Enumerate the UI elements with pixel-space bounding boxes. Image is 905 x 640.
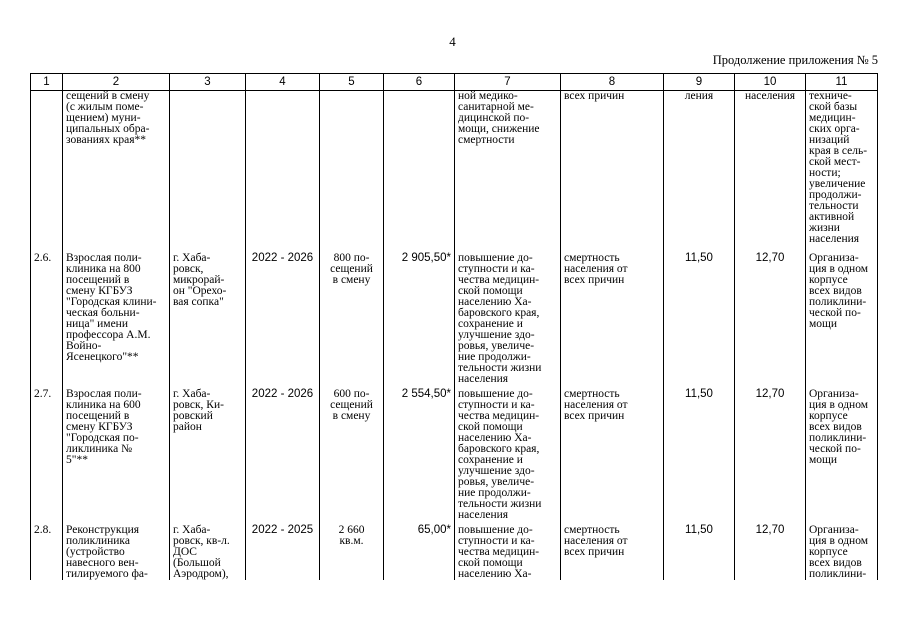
cell-v9: 11,50 [664,385,735,521]
cell-capacity [320,91,384,250]
cell-location: г. Хаба- ровск, Ки- ровский район [170,385,246,521]
cell-goal: ной медико- санитарной ме- дицинской по- мощи, снижение смертности [455,91,561,250]
table-row-continuation [31,91,878,250]
cell-goal: повышение до- ступности и ка- чества медицин- ской помощи населению Ха- [455,521,561,580]
cell-cost [384,91,455,250]
cell-location [170,91,246,250]
header-col-7: 7 [455,74,561,91]
cell-result: Организа- ция в одном корпусе всех видов поликлини- [806,521,878,580]
cell-v9: 11,50 [664,249,735,385]
cell-v10: 12,70 [735,249,806,385]
header-col-2: 2 [63,74,170,91]
header-col-8: 8 [561,74,664,91]
table-row [31,249,878,385]
cell-goal: повышение до- ступности и ка- чества медицин- ской помощи населению Ха- баровского края, сохранение и улучшение здо- ровья, увеличе- ние продолжи- тельности жизни населения [455,249,561,385]
header-col-4: 4 [246,74,320,91]
cell-cost: 2 905,50* [384,249,455,385]
table-row [31,521,878,580]
cell-v9: ления [664,91,735,250]
cell-location: г. Хаба- ровск, кв-л. ДОС (Большой Аэродром), [170,521,246,580]
cell-cost: 65,00* [384,521,455,580]
cell-period: 2022 - 2026 [246,385,320,521]
cell-name: сещений в смену (с жилым поме- щением) муни- ципальных обра- зованиях края** [63,91,170,250]
cell-period: 2022 - 2026 [246,249,320,385]
cell-num: 2.8. [31,521,63,580]
cell-name: Взрослая поли- клиника на 800 посещений в смену КГБУЗ "Городская клини- ческая больни- ница" имени профессора А.М. Войно- Ясенецкого"** [63,249,170,385]
cell-v10: 12,70 [735,385,806,521]
cell-num [31,91,63,250]
header-col-1: 1 [31,74,63,91]
header-row [31,74,878,91]
cell-v10: населения [735,91,806,250]
cell-name: Взрослая поли- клиника на 600 посещений в смену КГБУЗ "Городская по- ликлиника № 5"** [63,385,170,521]
cell-name: Реконструкция поликлиника (устройство навесного вен- тилируемого фа- [63,521,170,580]
cell-goal: повышение до- ступности и ка- чества медицин- ской помощи населению Ха- баровского края, сохранение и улучшение здо- ровья, увеличе- ние продолжи- тельности жизни населения [455,385,561,521]
header-col-5: 5 [320,74,384,91]
table-row [31,385,878,521]
cell-num: 2.7. [31,385,63,521]
header-col-10: 10 [735,74,806,91]
cell-v10: 12,70 [735,521,806,580]
cell-result: техниче- ской базы медицин- ских орга- низаций края в сель- ской мест- ности; увеличение продолжи- тельности активной жизни населения [806,91,878,250]
cell-indicator: смертность населения от всех причин [561,385,664,521]
cell-capacity: 800 по- сещений в смену [320,249,384,385]
cell-period [246,91,320,250]
data-table [30,73,878,580]
header-col-6: 6 [384,74,455,91]
cell-cost: 2 554,50* [384,385,455,521]
header-col-11: 11 [806,74,878,91]
header-col-3: 3 [170,74,246,91]
cell-indicator: смертность населения от всех причин [561,249,664,385]
cell-location: г. Хаба- ровск, микрорай- он "Орехо- вая сопка" [170,249,246,385]
cell-indicator: смертность населения от всех причин [561,521,664,580]
cell-result: Организа- ция в одном корпусе всех видов поликлини- ческой по- мощи [806,249,878,385]
cell-period: 2022 - 2025 [246,521,320,580]
cell-indicator: всех причин [561,91,664,250]
cell-v9: 11,50 [664,521,735,580]
header-col-9: 9 [664,74,735,91]
cell-result: Организа- ция в одном корпусе всех видов поликлини- ческой по- мощи [806,385,878,521]
page-number: 4 [449,34,456,49]
cell-num: 2.6. [31,249,63,385]
cell-capacity: 600 по- сещений в смену [320,385,384,521]
appendix-label: Продолжение приложения № 5 [712,53,878,67]
cell-capacity: 2 660 кв.м. [320,521,384,580]
